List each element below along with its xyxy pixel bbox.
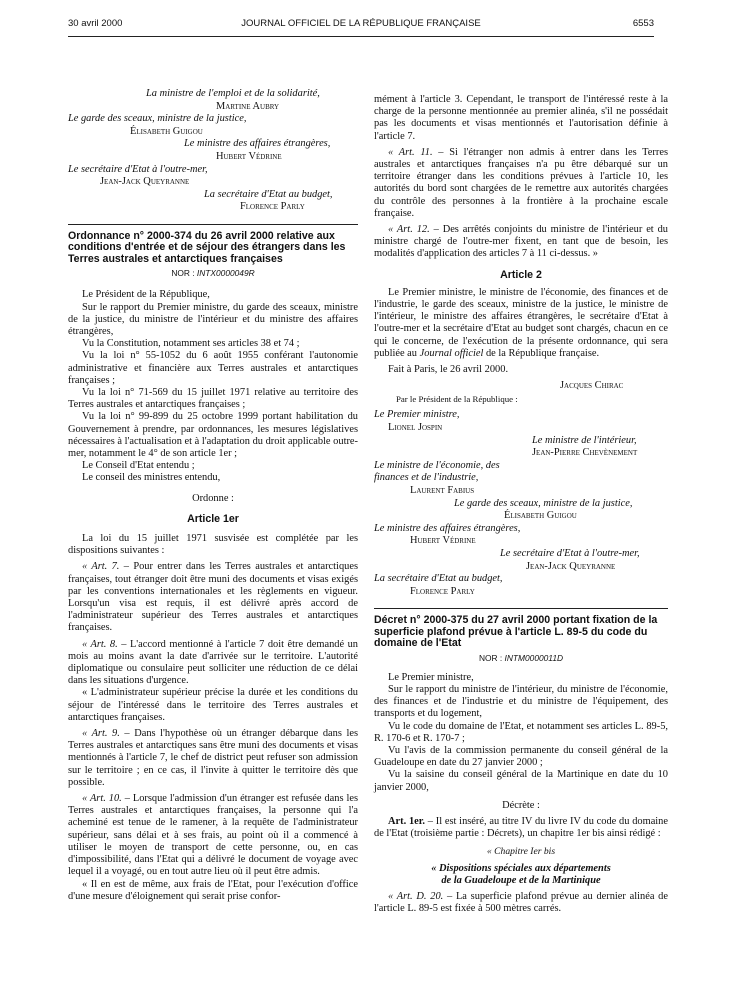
article-1-heading: Article 1er xyxy=(187,512,239,525)
art-9-paragraph xyxy=(68,728,358,789)
page-header xyxy=(68,18,654,34)
signature-title: Le secrétaire d'Etat à l'outre-mer, xyxy=(68,163,208,175)
preamble-line: Vu l'avis de la commission permanente du conseil général de la Guadeloupe en date du 27 janvier 2000 ; xyxy=(374,745,668,769)
nor-label: NOR : xyxy=(478,652,505,663)
nor-code: INTX0000049R xyxy=(196,268,255,279)
signature-name: Élisabeth Guigou xyxy=(504,510,577,522)
preamble-line: Le Président de la République, xyxy=(82,289,210,301)
art-d20-paragraph xyxy=(374,891,668,915)
signature-block-top xyxy=(68,88,358,214)
fait-a-paris: Fait à Paris, le 26 avril 2000. xyxy=(388,364,509,376)
art-9-label: « Art. 9. xyxy=(82,728,120,740)
art-10-paragraph-2: « Il en est de même, aux frais de l'Etat, pour l'exécution d'office d'une mesure d'éloignement qui serait prise confor- xyxy=(68,878,358,902)
preamble-line: Vu la loi n° 71-569 du 15 juillet 1971 relative au territoire des Terres australes et antarctiques françaises ; xyxy=(68,386,358,411)
signature-name: Laurent Fabius xyxy=(410,485,475,497)
preamble-line: Vu la loi n° 99-899 du 25 octobre 1999 portant habilitation du Gouvernement à prendre, par ordonnances, les mesures législatives nécessaires à l'actualisation et à l'adaptation du droit applicable outre-mer, notamment le 4° de son article 1er ; xyxy=(68,411,358,459)
art-1-text: – Il est inséré, au titre IV du livre IV du code du domaine de l'Etat (troisième partie : Décrets), un chapitre 1er bis ainsi rédigé : xyxy=(374,816,668,840)
preamble-line: Le Conseil d'Etat entendu ; xyxy=(82,460,195,472)
signature xyxy=(374,523,668,548)
art-11-label: « Art. 11. xyxy=(388,146,433,158)
dispositions-heading-1: « Dispositions spéciales aux départements xyxy=(431,862,611,874)
signature-name: Jean-Pierre Chevènement xyxy=(532,447,638,459)
preamble-line: Vu la loi n° 55-1052 du 6 août 1955 conférant l'autonomie administrative et financière aux Terres australes et antarctiques françaises ; xyxy=(68,350,358,386)
art-10-paragraph xyxy=(68,793,358,878)
signature xyxy=(68,88,358,113)
signature-title: Le garde des sceaux, ministre de la justice, xyxy=(68,113,247,125)
ordonne-heading: Ordonne : xyxy=(192,492,234,504)
signature-name: Florence Parly xyxy=(410,585,475,597)
signature-title: Le ministre des affaires étrangères, xyxy=(184,138,331,150)
signature-name: Jean-Jack Queyranne xyxy=(100,176,190,188)
continued-paragraph: mément à l'article 3. Cependant, le transport de l'intéressé reste à la charge de la personne mentionnée au premier alinéa, s'il ne possédait pas les documents et visas mentionnés et l'autorisation définie à l'article 7. xyxy=(374,94,668,142)
preamble-line: Le conseil des ministres entendu, xyxy=(82,472,221,484)
preamble-line: Le Premier ministre, xyxy=(388,671,474,683)
ordonnance-title: Ordonnance n° 2000-374 du 26 avril 2000 relative aux conditions d'entrée et de séjour des étrangers dans les Terres australes et antarctiques françaises xyxy=(68,229,346,265)
signature xyxy=(68,189,358,214)
section-divider xyxy=(374,608,668,609)
signature-name: Hubert Védrine xyxy=(216,150,282,162)
signature xyxy=(374,548,668,573)
art-7-paragraph xyxy=(68,561,358,634)
decret-title: Décret n° 2000-375 du 27 avril 2000 portant fixation de la superficie plafond prévue à l'article L. 89-5 du code du domaine de l'Etat xyxy=(374,614,658,650)
signature xyxy=(68,113,358,138)
art-7-text: – Pour entrer dans les Terres australes et antarctiques françaises, tout étranger doit être muni des documents et visas exigés par les conventions internationales et les règlements en vigueur. Lorsqu'un visa est requis, il est délivré après accord de l'administrateur supérieur des Terres australes et antarctiques françaises. xyxy=(68,561,358,634)
art-8-paragraph-2: « L'administrateur supérieur précise la durée et les conditions du séjour de l'intéressé dans le territoire des Terres australes et antarctiques françaises. xyxy=(68,687,358,723)
art-11-text: – Si l'étranger non admis à entrer dans les Terres australes et antarctiques françaises n'a pu être débarqué sur un territoire étranger dans les conditions prévues à l'article 10, les autorités du bord sont chargées de le remettre aux autorités chargées du contrôle des personnes à la frontière à la prochaine escale française. xyxy=(374,146,668,219)
article-2-text-italic: Journal officiel xyxy=(419,347,484,359)
signature-title: La secrétaire d'Etat au budget, xyxy=(204,188,333,200)
art-10-label: « Art. 10. xyxy=(82,793,122,805)
signature-title: Le ministre de l'économie, des finances et de l'industrie, xyxy=(374,459,500,484)
article-2-heading: Article 2 xyxy=(500,268,542,281)
signature-title: Le Premier ministre, xyxy=(374,409,460,421)
signature xyxy=(374,460,534,498)
section-divider xyxy=(68,224,358,225)
par-le-president: Par le Président de la République : xyxy=(396,393,518,404)
art-1-label: Art. 1er. xyxy=(388,816,426,828)
header-journal-title: JOURNAL OFFICIEL DE LA RÉPUBLIQUE FRANÇAISE xyxy=(241,18,481,29)
article-2-text-pre: Le Premier ministre, le ministre de l'économie, des finances et de l'industrie, le garde des sceaux, ministre de la justice, le ministre de l'intérieur, le ministre des affaires étrangères, le secrétaire d'Etat à l'outre-mer et la secrétaire d'Etat au budget sont chargés, chacun en ce qui le concerne, de l'exécution de la présente ordonnance, qui sera publiée au xyxy=(374,286,668,359)
art-8-label: « Art. 8. xyxy=(82,638,118,650)
preamble-line: Vu le code du domaine de l'Etat, et notamment ses articles L. 89-5, R. 170-6 et R. 170-7 ; xyxy=(374,720,668,744)
signature-name: Hubert Védrine xyxy=(410,535,476,547)
header-date: 30 avril 2000 xyxy=(68,18,123,29)
art-8-text: – L'accord mentionné à l'article 7 doit être demandé un mois au moins avant la date d'arrivée sur le territoire. L'autorité diplomatique ou consulaire peut solliciter une réduction de ce délai dans les situations d'urgence. xyxy=(68,638,359,687)
signature-title: La secrétaire d'Etat au budget, xyxy=(374,573,503,585)
nor-reference xyxy=(68,267,358,279)
dispositions-heading-2: de la Guadeloupe et de la Martinique xyxy=(441,874,601,886)
left-column xyxy=(68,88,358,903)
signature-name: Martine Aubry xyxy=(216,100,280,112)
preamble-line: Vu la Constitution, notamment ses articles 38 et 74 ; xyxy=(82,338,300,350)
signature-name: Élisabeth Guigou xyxy=(130,125,203,137)
signature-title: Le secrétaire d'Etat à l'outre-mer, xyxy=(500,547,640,559)
art-d20-label: « Art. D. 20. xyxy=(388,891,444,903)
art-9-text: – Dans l'hypothèse où un étranger débarque dans les Terres australes et antarctiques sans être muni des documents et visas mentionnés à l'article 7, le chef de district peut refuser son admission sur le territoire ; en ce cas, il l'invite à quitter le territoire dès que possible. xyxy=(68,728,358,788)
art-12-paragraph xyxy=(374,224,668,261)
right-column xyxy=(374,94,668,915)
preamble-line: Sur le rapport du Premier ministre, du garde des sceaux, ministre de la justice, du ministre de l'intérieur et du ministre des affaires étrangères, xyxy=(68,301,358,337)
signature-block-bottom xyxy=(374,380,668,598)
nor-label: NOR : xyxy=(171,268,197,279)
signature xyxy=(374,498,668,523)
art-7-label: « Art. 7. xyxy=(82,561,120,573)
art-1-paragraph xyxy=(374,816,668,840)
preamble-line: Vu la saisine du conseil général de la Martinique en date du 10 janvier 2000, xyxy=(374,769,668,793)
preamble-line: Sur le rapport du ministre de l'intérieur, du ministre de l'économie, des finances et de l'industrie et du ministre de l'équipement, des transports et du logement, xyxy=(374,683,668,720)
header-rule xyxy=(68,36,654,37)
preamble xyxy=(68,289,358,484)
signature-name: Florence Parly xyxy=(240,201,305,213)
art-12-label: « Art. 12. xyxy=(388,224,430,236)
signature-name: Jean-Jack Queyranne xyxy=(526,560,616,572)
art-10-text: – Lorsque l'admission d'un étranger est refusée dans les Terres australes et antarctiques françaises, la personne qui l'a acheminé est tenue de le ramener, à la requête de l'administrateur supérieur, sans délai et à ses frais, au point où il a commencé à utiliser le moyen de transport de cette personne, ou, en cas d'impossibilité, dans l'Etat qui a délivré le document de voyage avec lequel il a voyagé, ou en tout autre lieu où il peut être admis. xyxy=(68,793,358,878)
signature xyxy=(374,573,668,598)
signature-title: Le ministre des affaires étrangères, xyxy=(374,522,521,534)
signature-title: Le ministre de l'intérieur, xyxy=(532,434,637,446)
decrete-heading: Décrète : xyxy=(502,799,540,811)
article-2-text xyxy=(374,287,668,360)
signature xyxy=(68,138,358,163)
art-11-paragraph xyxy=(374,147,668,220)
signature xyxy=(374,409,668,434)
article-1-intro: La loi du 15 juillet 1971 susvisée est complétée par les dispositions suivantes : xyxy=(68,533,358,557)
signature xyxy=(374,435,668,460)
signature-name: Lionel Jospin xyxy=(388,422,443,434)
nor-code: INTM0000011D xyxy=(504,652,564,663)
art-d20-text: – La superficie plafond prévue au dernier alinéa de l'article L. 89-5 est fixée à 500 mètres carrés. xyxy=(374,891,668,915)
decret-preamble xyxy=(374,672,668,794)
president-name: Jacques Chirac xyxy=(560,380,624,392)
article-2-text-post: de la République française. xyxy=(483,347,600,359)
signature-title: La ministre de l'emploi et de la solidarité, xyxy=(146,88,320,99)
header-page-number: 6553 xyxy=(632,18,654,29)
nor-reference xyxy=(374,652,668,664)
chapitre-heading: « Chapitre Ier bis xyxy=(486,846,556,858)
signature-title: Le garde des sceaux, ministre de la justice, xyxy=(454,497,633,509)
art-12-text: – Des arrêtés conjoints du ministre de l'intérieur et du ministre chargé de l'outre-mer fixent, en tant que de besoin, les modalités d'application des articles 7 à 11 ci-dessus. » xyxy=(374,224,668,260)
art-8-paragraph xyxy=(68,639,358,688)
signature xyxy=(68,164,358,189)
